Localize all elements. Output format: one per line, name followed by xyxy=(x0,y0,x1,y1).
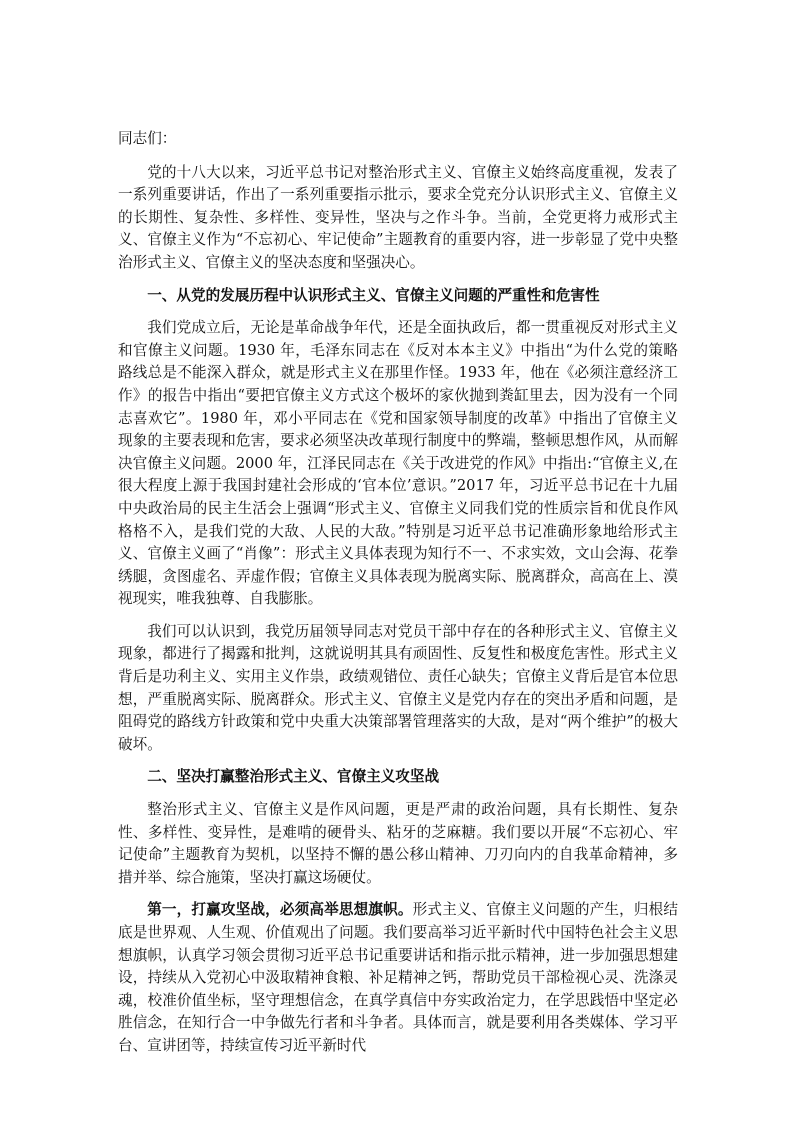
paragraph-lead-bold: 第一，打赢攻坚战，必须高举思想旗帜。 xyxy=(147,901,413,919)
section1-paragraph-2: 我们可以认识到，我党历届领导同志对党员干部中存在的各种形式主义、官僚主义现象，都进行了揭露和批判，这就说明其具有顽固性、反复性和极度危害性。形式主义背后是功利主义、实用主义作祟，政绩观错位、责任心缺失；官僚主义背后是官本位思想，严重脱离实际、脱离群众。形式主义、官僚主义是党内存在的突出矛盾和问题，是阻碍党的路线方针政策和党中央重大决策部署管理落实的大敌，是对“两个维护”的极大破坏。 xyxy=(118,622,678,753)
intro-paragraph: 党的十八大以来，习近平总书记对整治形式主义、官僚主义始终高度重视，发表了一系列重要讲话，作出了一系列重要指示批示，要求全党充分认识形式主义、官僚主义的长期性、复杂性、多样性、变异性，坚决与之作斗争。当前，全党更将力戒形式主义、官僚主义作为“不忘初心、牢记使命”主题教育的重要内容，进一步彰显了党中央整治形式主义、官僚主义的坚决态度和坚强决心。 xyxy=(118,163,678,271)
document-body xyxy=(118,128,678,1058)
paragraph-body: 形式主义、官僚主义问题的产生，归根结底是世界观、人生观、价值观出了问题。我们要高举习近平新时代中国特色社会主义思想旗帜，认真学习领会贯彻习近平总书记重要讲话和指示批示精神，进一步加强思想建设，持续从入党初心中汲取精神食粮、补足精神之钙，帮助党员干部检视心灵、洗涤灵魂，校准价值坐标，坚守理想信念，在真学真信中夯实政治定力，在学思践悟中坚定必胜信念，在知行合一中争做先行者和斗争者。具体而言，就是要利用各类媒体、学习平台、宣讲团等，持续宣传习近平新时代 xyxy=(118,901,678,1054)
section-heading-2: 二、坚决打赢整治形式主义、官僚主义攻坚战 xyxy=(147,768,440,786)
section2-paragraph-2 xyxy=(118,899,678,1057)
section-heading-1: 一、从党的发展历程中认识形式主义、官僚主义问题的严重性和危害性 xyxy=(147,286,600,304)
section1-paragraph-1: 我们党成立后，无论是革命战争年代，还是全面执政后，都一贯重视反对形式主义和官僚主义问题。1930 年，毛泽东同志在《反对本本主义》中指出“为什么党的策略路线总是不能深入群众，就是形式主义在那里作怪。1933 年，他在《必须注意经济工作》的报告中指出“要把官僚主义方式这个极坏的家伙抛到粪缸里去，因为没有一个同志喜欢它”。1980 年，邓小平同志在《党和国家领导制度的改革》中指出了官僚主义现象的主要表现和危害，要求必须坚决改革现行制度中的弊端，整顿思想作风，从而解决官僚主义问题。2000 年，江泽民同志在《关于改进党的作风》中指出:“官僚主义,在很大程度上源于我国封建社会形成的‘官本位’意识。”2017 年，习近平总书记在十九届中央政治局的民主生活会上强调“形式主义、官僚主义同我们党的性质宗旨和优良作风格格不入，是我们党的大敌、人民的大敌。”特别是习近平总书记准确形象地给形式主义、官僚主义画了“肖像”：形式主义具体表现为知行不一、不求实效，文山会海、花拳绣腿，贪图虚名、弄虚作假；官僚主义具体表现为脱离实际、脱离群众，高高在上、漠视现实，唯我独尊、自我膨胀。 xyxy=(118,319,678,608)
section2-paragraph-1: 整治形式主义、官僚主义是作风问题，更是严肃的政治问题，具有长期性、复杂性、多样性、变异性，是难啃的硬骨头、粘牙的芝麻糖。我们要以开展“不忘初心、牢记使命”主题教育为契机，以坚持不懈的愚公移山精神、刀刃向内的自我革命精神，多措并举、综合施策，坚决打赢这场硬仗。 xyxy=(118,801,678,886)
greeting: 同志们： xyxy=(118,130,177,147)
